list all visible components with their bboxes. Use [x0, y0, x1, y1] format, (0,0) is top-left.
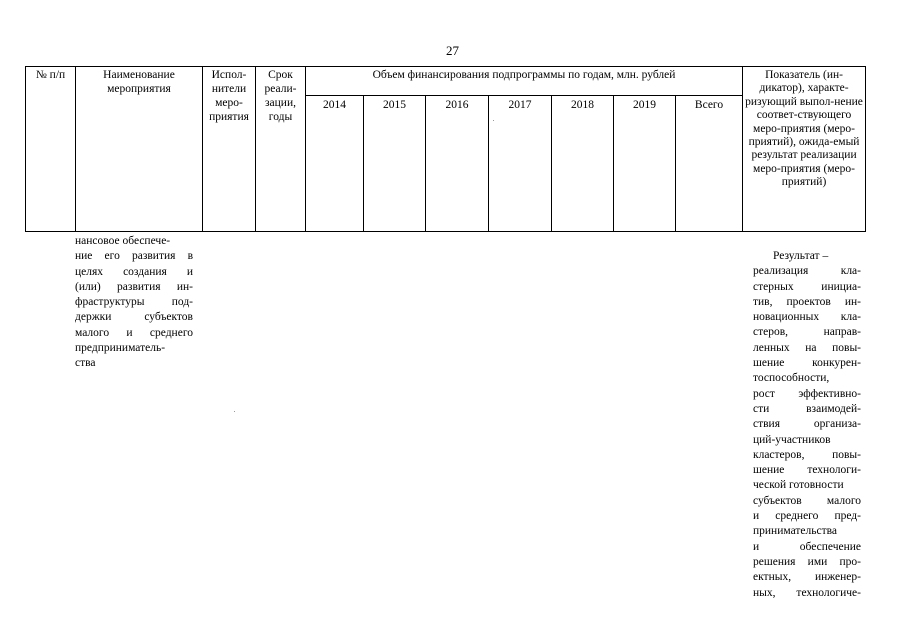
text-line: тив, проектов ин-	[753, 295, 861, 308]
measure-name-text	[75, 234, 193, 372]
header-cell-num: № п/п	[26, 67, 76, 232]
header-cell-period: Срок реали-зации, годы	[256, 67, 306, 232]
header-cell-name: Наименование мероприятия	[76, 67, 203, 232]
scan-speck	[493, 120, 494, 121]
header-year-2014: 2014	[306, 96, 364, 232]
table-header	[25, 66, 866, 232]
text-line: ных, технологиче-	[753, 586, 861, 599]
text-line: шение конкурен-	[753, 357, 861, 370]
header-year-2015: 2015	[364, 96, 426, 232]
header-cell-indicator: Показатель (ин-дикатор), характе-ризующий выпол-нение соответ-ствующего меро-приятия (меро-приятий), ожида-емый результат реализации меро-приятия (меро-приятий)	[743, 67, 866, 232]
text-line: шение технологи-	[753, 464, 861, 477]
text-line: новационных кла-	[753, 311, 861, 324]
text-line: ций-участников	[753, 433, 831, 446]
text-line: малого и среднего	[75, 326, 193, 339]
header-cell-executors: Испол-нители меро-приятия	[203, 67, 256, 232]
text-line: (или) развития ин-	[75, 280, 193, 293]
header-year-total: Всего	[676, 96, 743, 232]
text-line: тоспособности,	[753, 372, 830, 385]
text-line: реализация кла-	[753, 265, 861, 278]
text-line: ствия организа-	[753, 418, 861, 431]
text-line: ектных, инженер-	[753, 571, 861, 584]
text-line: нансовое обеспече-	[75, 235, 171, 247]
text-line: целях создания и	[75, 265, 193, 278]
text-line: рост эффективно-	[753, 387, 861, 400]
text-line: ства	[75, 357, 96, 370]
text-line: стерных инициа-	[753, 280, 861, 293]
text-line: ние его развития в	[75, 250, 193, 263]
text-line: решения ими про-	[753, 555, 861, 568]
text-line: сти взаимодей-	[753, 402, 861, 415]
text-line: предприниматель-	[75, 342, 166, 355]
text-line: ленных на повы-	[753, 341, 861, 354]
text-line: принимательства	[753, 525, 837, 538]
text-line: и обеспечение	[753, 540, 861, 553]
result-indicator-text	[753, 249, 861, 601]
text-line: и среднего пред-	[753, 510, 861, 523]
text-line: фраструктуры под-	[75, 296, 193, 309]
header-year-2017: 2017	[489, 96, 552, 232]
header-year-2018: 2018	[552, 96, 614, 232]
scan-speck	[234, 411, 235, 412]
text-line: стеров, направ-	[753, 326, 861, 339]
header-year-2019: 2019	[614, 96, 676, 232]
text-line: субъектов малого	[753, 494, 861, 507]
page-number: 27	[446, 43, 459, 58]
text-line: держки субъектов	[75, 311, 193, 324]
header-year-2016: 2016	[426, 96, 489, 232]
text-line: ческой готовности	[753, 479, 844, 492]
header-cell-financing: Объем финансирования подпрограммы по годам, млн. рублей	[306, 67, 743, 96]
text-line: кластеров, повы-	[753, 448, 861, 461]
text-line: Результат –	[773, 250, 829, 262]
